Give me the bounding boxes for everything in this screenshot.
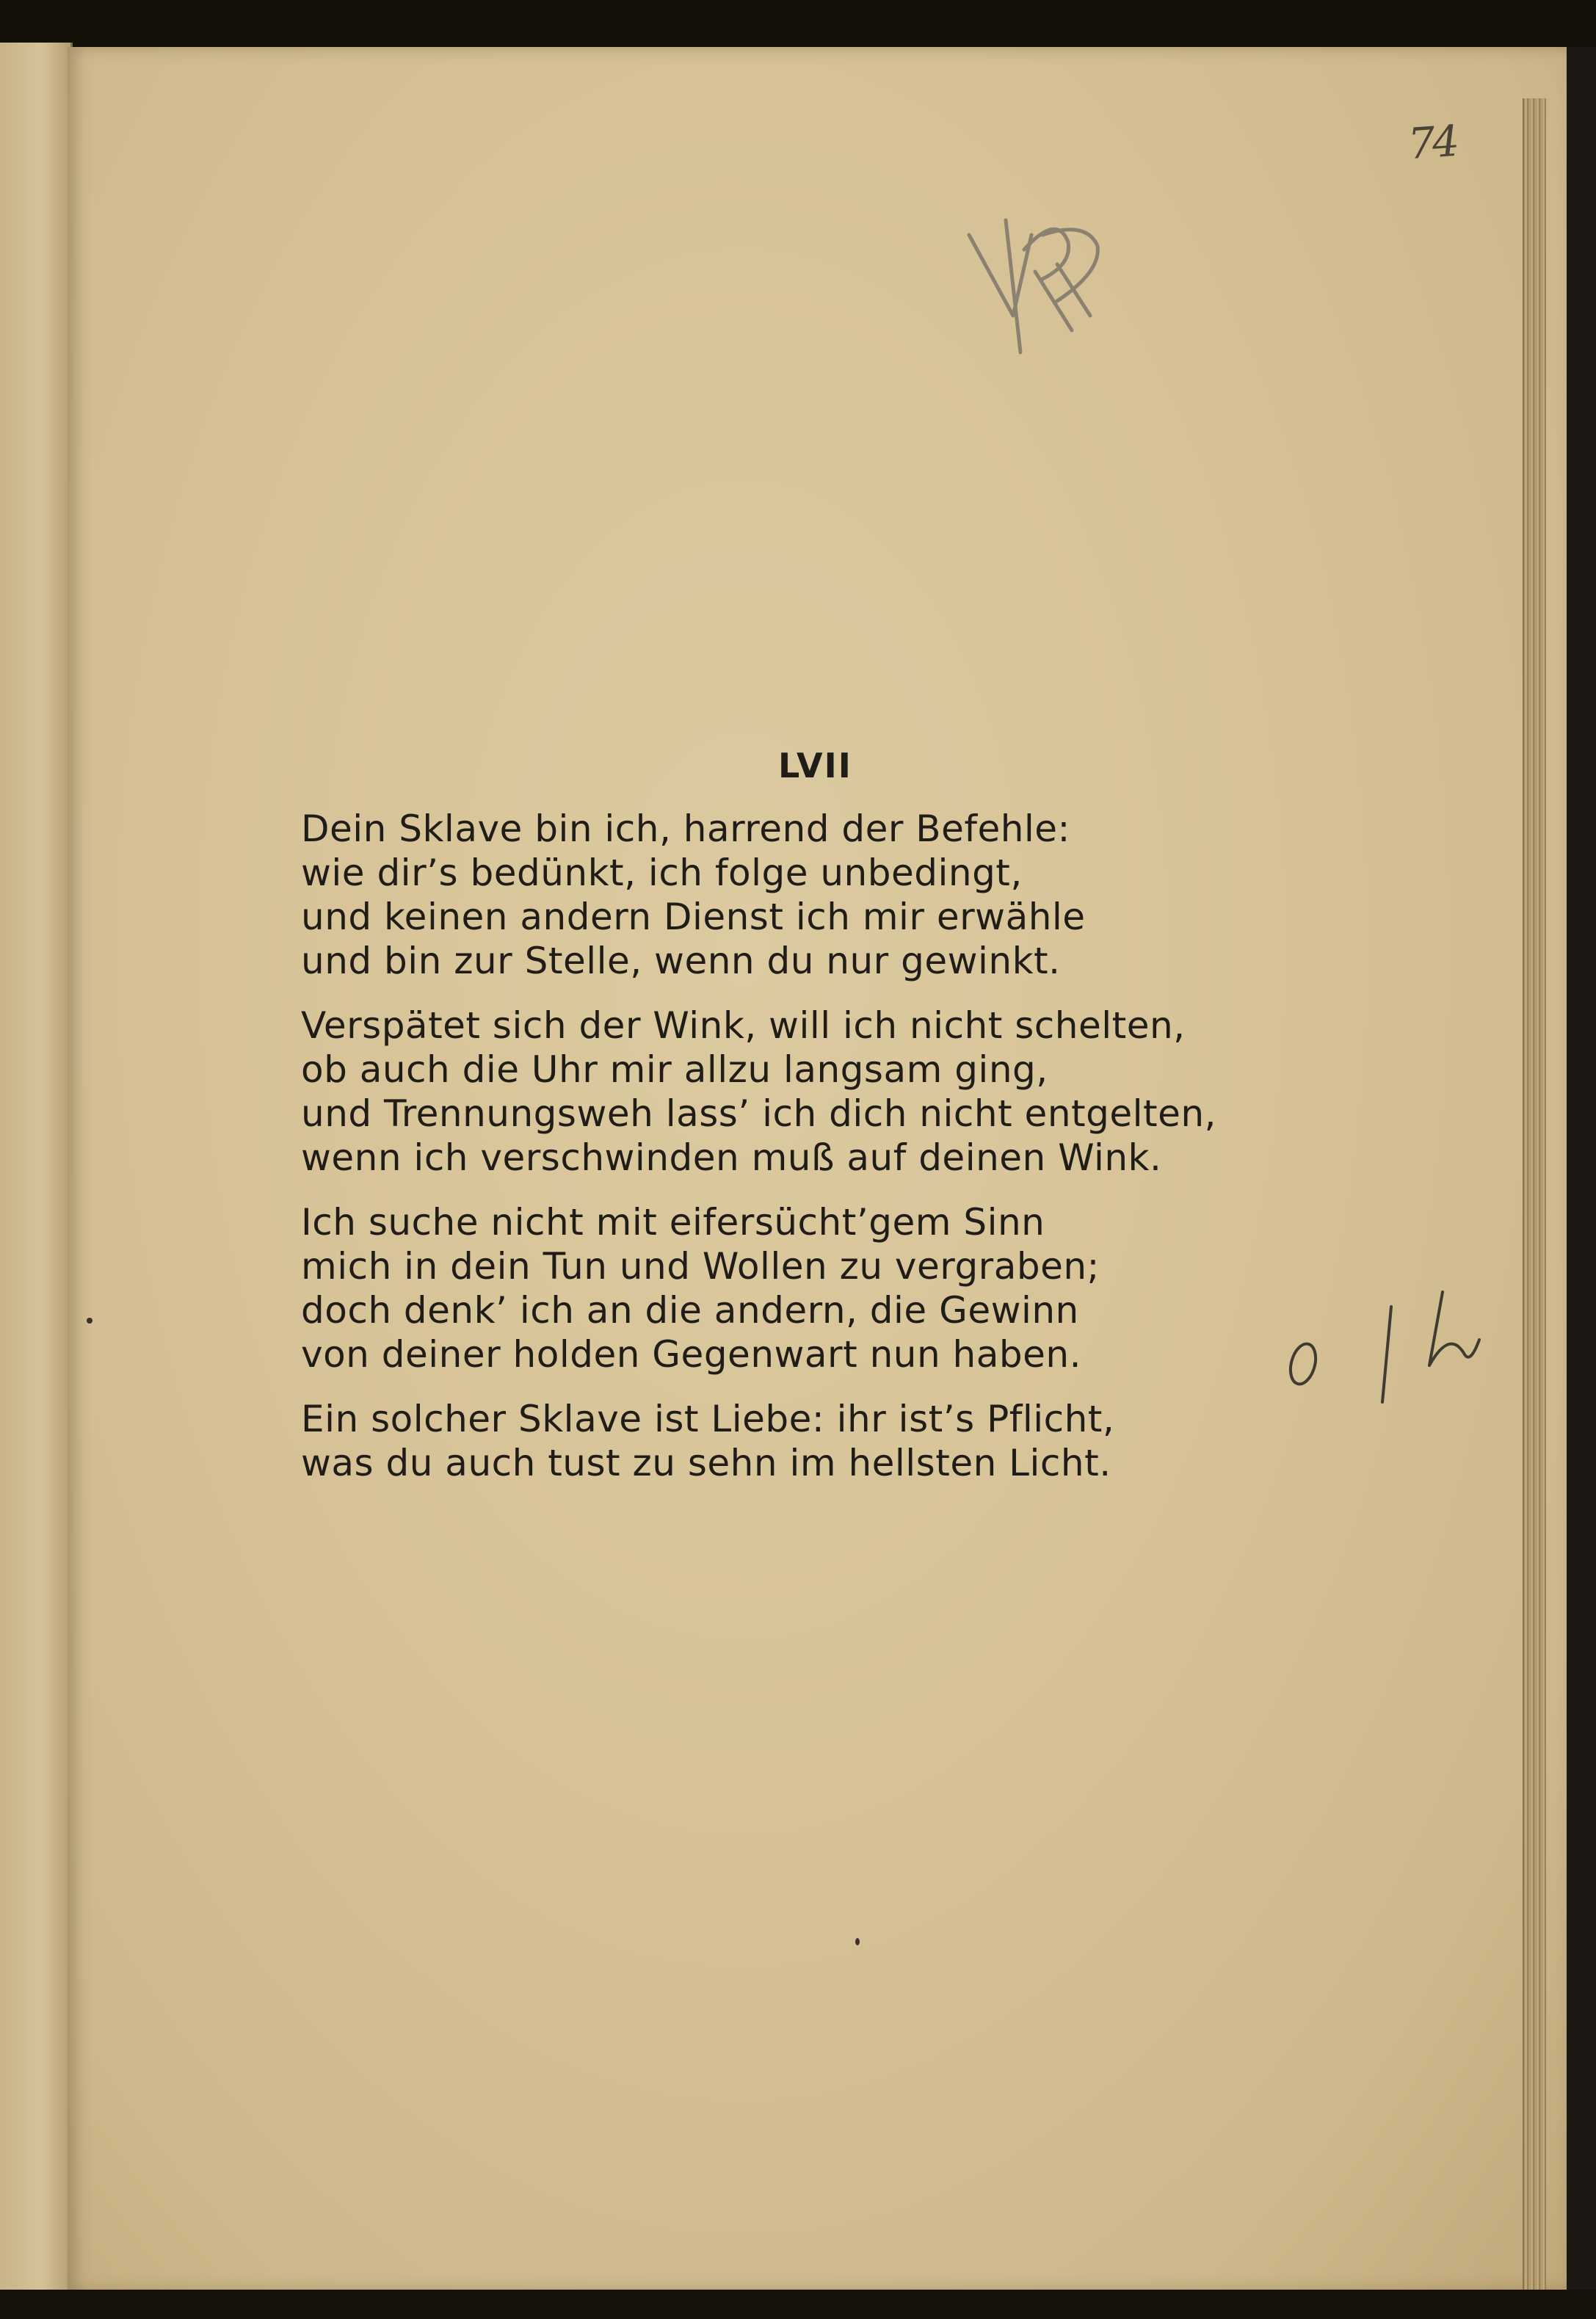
poem-line: Ich suche nicht mit eifersücht’gem Sinn [301,1201,1045,1244]
poem-line: und keinen andern Dienst ich mir erwähle [301,896,1086,938]
poem [301,745,1307,1506]
scan-top-edge [0,0,1596,47]
poem-line: Ein solcher Sklave ist Liebe: ihr ist’s Pflicht, [301,1398,1115,1440]
poem-line: mich in dein Tun und Wollen zu vergraben; [301,1245,1100,1288]
stanza-1 [301,807,1307,983]
pencil-annotation-mark [1274,1277,1494,1424]
scan-bottom-edge [0,2290,1596,2319]
stanza-4 [301,1397,1307,1485]
paper-speck [855,1938,860,1945]
poem-line: ob auch die Uhr mir allzu langsam ging, [301,1048,1048,1091]
poem-line: wie dir’s bedünkt, ich folge unbedingt, [301,852,1023,894]
stanza-2 [301,1004,1307,1180]
poem-line: Verspätet sich der Wink, will ich nicht schelten, [301,1004,1186,1047]
stanza-3 [301,1200,1307,1376]
poem-line: was du auch tust zu sehn im hellsten Licht. [301,1442,1111,1484]
poem-line: Dein Sklave bin ich, harrend der Befehle: [301,808,1070,850]
handwritten-page-number: 74 [1406,115,1459,170]
poem-line: doch denk’ ich an die andern, die Gewinn [301,1289,1079,1332]
previous-page-edge [0,43,73,2293]
pencil-monogram-icon [962,206,1116,360]
poem-line: und bin zur Stelle, wenn du nur gewinkt. [301,940,1061,982]
poem-title: LVII [778,746,852,785]
paper-speck [87,1318,93,1324]
poem-line: von deiner holden Gegenwart nun haben. [301,1333,1081,1376]
poem-line: wenn ich verschwinden muß auf deinen Wink. [301,1136,1162,1179]
poem-line: und Trennungsweh lass’ ich dich nicht entgelten, [301,1092,1216,1135]
page-stack-edge [1523,98,1546,2319]
